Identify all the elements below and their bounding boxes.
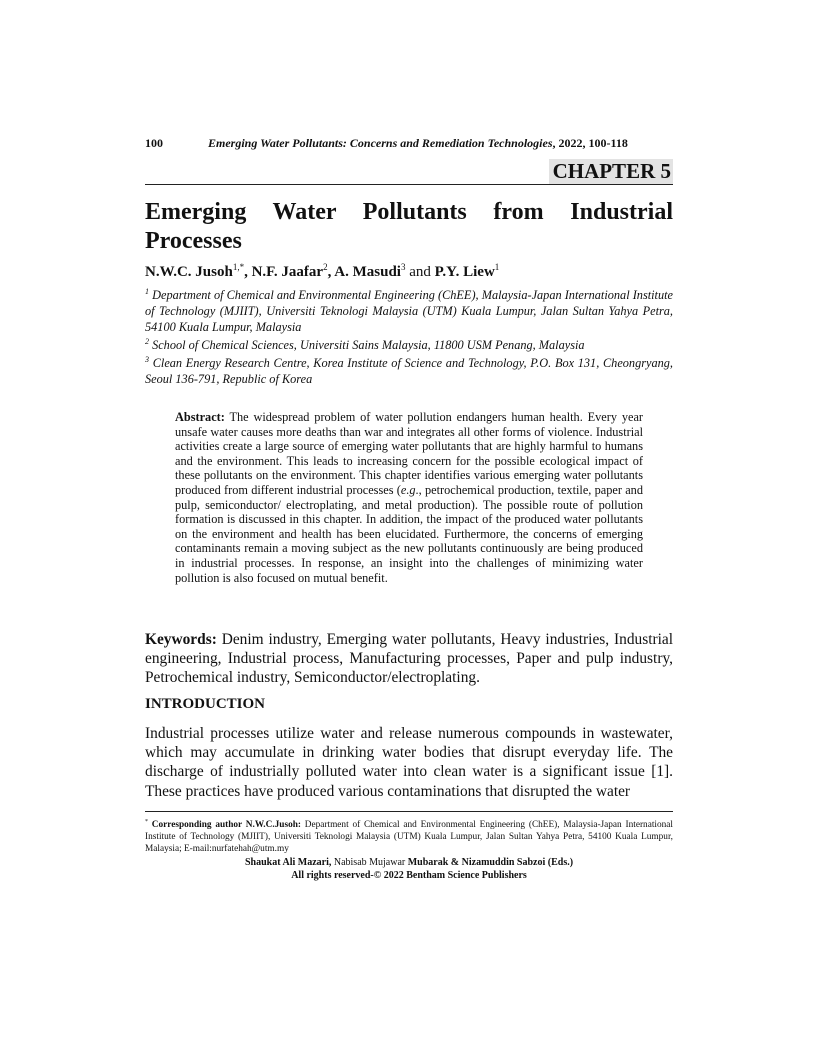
abstract-text-emphasis: e.g (400, 482, 416, 497)
abstract-text: ., petrochemical production, textile, paper and pulp, semiconductor/ electroplating, and metal production). The possible route of pollution formation is discussed in this chapter. In addition, the impact of the produced water pollutants on the environment and health has been elucidated. Furthermore, the concerns of emerging contaminants remain a moving subject as the new pollutants continuously are being produced in industrial processes. In response, an insight into the challenges of minimizing water pollution is also focused on mutual benefit. (175, 482, 643, 585)
author-name: N.F. Jaafar (251, 264, 324, 280)
editors-line (145, 856, 673, 869)
author-list (145, 262, 673, 281)
corresponding-author-footnote (145, 816, 673, 855)
footnote-divider (145, 811, 673, 812)
journal-citation (208, 136, 628, 151)
affiliation (145, 334, 673, 353)
footnote-text: Department of Chemical and Environmental Engineering (ChEE), Malaysia-Japan International Institute of Technology (MJIIT), Universiti Teknologi Malaysia (UTM) Kuala Lumpur, Jalan Sultan Yahya Petra, 54100 Kuala Lumpur, Malaysia; E-mail:nurfatehah@utm.my (145, 820, 673, 855)
abstract (175, 410, 643, 585)
editors-text: Nabisab Mujawar (333, 857, 406, 868)
copyright-line: All rights reserved-© 2022 Bentham Science Publishers (291, 870, 527, 881)
author-separator: , (244, 264, 252, 280)
chapter-label: CHAPTER 5 (549, 159, 673, 184)
affiliation (145, 284, 673, 335)
author-and: and (405, 264, 435, 280)
section-heading: INTRODUCTION (145, 696, 266, 712)
editors-text: Shaukat Ali Mazari, (244, 857, 334, 868)
keywords-text: Denim industry, Emerging water pollutants, Heavy industries, Industrial engineering, Industrial process, Manufacturing processes, Paper and pulp industry, Petrochemical industry, Semiconductor/electroplating. (145, 631, 673, 686)
abstract-text: The widespread problem of water pollution endangers human health. Every year unsafe water causes more deaths than war and integrates all other forms of violence. Industrial activities create a large source of emerging water pollutants that are highly harmful to humans and the environment. This leads to increasing concern for the possible ecological impact of these pollutants on the environment. This chapter identifies various emerging water pollutants produced from different industrial processes ( (175, 410, 643, 497)
affiliation-mark: 3 (145, 355, 149, 364)
chapter-title: Emerging Water Pollutants from Industrial Processes (145, 199, 673, 254)
author-name: N.W.C. Jusoh (145, 264, 233, 280)
journal-title: Emerging Water Pollutants: Concerns and Remediation Technologies (208, 136, 553, 150)
keywords-label: Keywords: (145, 631, 217, 648)
footnote-label: Corresponding author N.W.C.Jusoh: (148, 820, 301, 831)
chapter-divider (145, 184, 673, 185)
author-affiliation-mark: 2 (323, 262, 328, 272)
affiliation (145, 352, 673, 387)
affiliation-text: Clean Energy Research Centre, Korea Institute of Science and Technology, P.O. Box 131, Cheongryang, Seoul 136-791, Republic of Korea (145, 356, 673, 387)
editors-text: Mubarak & Nizamuddin Sabzoi (Eds.) (405, 857, 574, 868)
affiliation-text: Department of Chemical and Environmental Engineering (ChEE), Malaysia-Japan International Institute of Technology (MJIIT), Universiti Teknologi Malaysia (UTM) Kuala Lumpur, Jalan Sultan Yahya Petra, 54100 Kuala Lumpur, Malaysia (145, 288, 674, 335)
author-separator: , (327, 264, 335, 280)
footnote-mark: * (145, 819, 148, 825)
keywords (145, 630, 673, 687)
author-affiliation-mark: 1 (494, 262, 500, 272)
page-number: 100 (145, 136, 163, 150)
author-affiliation-mark: 3 (400, 262, 406, 272)
author-name: A. Masudi (334, 264, 401, 280)
author-name: P.Y. Liew (434, 264, 495, 280)
affiliation-text: School of Chemical Sciences, Universiti Sains Malaysia, 11800 USM Penang, Malaysia (152, 338, 585, 353)
publisher-credits (145, 856, 673, 882)
affiliation-mark: 1 (145, 287, 149, 296)
affiliation-mark: 2 (145, 337, 149, 346)
abstract-label: Abstract: (175, 410, 225, 424)
journal-year-pages: , 2022, 100-118 (552, 136, 628, 150)
author-affiliation-mark: 1,* (232, 262, 245, 272)
introduction-paragraph: Industrial processes utilize water and release numerous compounds in wastewater, which may accumulate in drinking water bodies that disrupt everyday life. The discharge of industrially polluted water into clean water is a significant issue [1]. These practices have produced various contaminations that disrupted the water (145, 725, 673, 800)
